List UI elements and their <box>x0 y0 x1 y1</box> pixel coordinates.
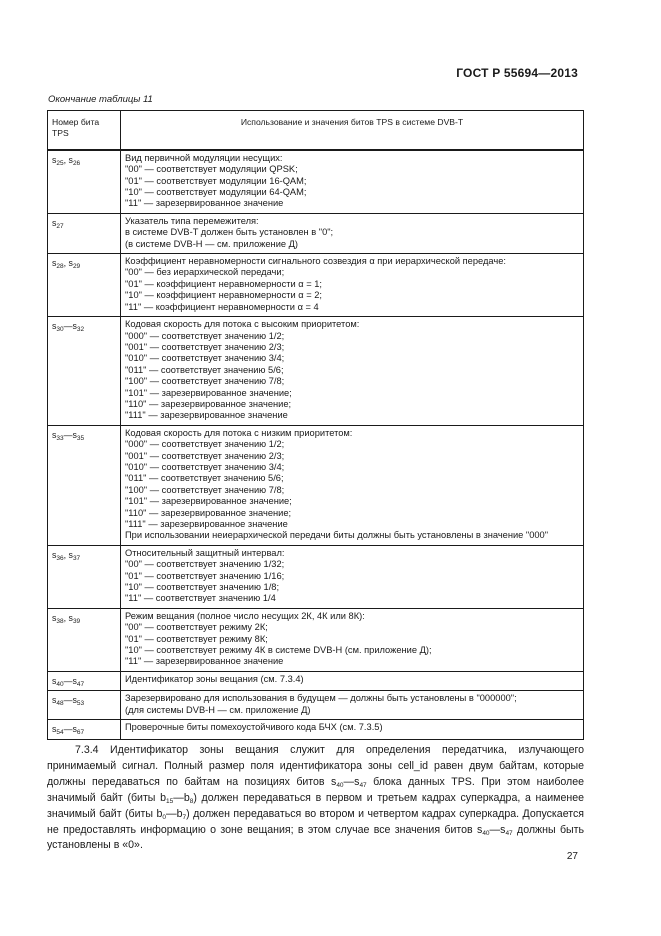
bit-number-cell <box>48 720 121 739</box>
table-header-row <box>48 111 584 150</box>
paragraph-text: должны быть установлены в «0». <box>47 823 584 852</box>
bit-symbol: s <box>68 612 73 623</box>
bit-symbol: s <box>68 549 73 560</box>
usage-line: Указатель типа перемежителя: <box>125 215 259 226</box>
usage-line: "011" — соответствует значению 5/6; <box>125 473 284 484</box>
usage-line: "01" — коэффициент неравномерности α = 1; <box>125 278 322 289</box>
table-row <box>48 671 584 690</box>
usage-line: "11" — соответствует значению 1/4 <box>125 593 276 604</box>
bit-number-cell <box>48 213 121 253</box>
usage-line: в системе DVB-T должен быть установлен в "0"; <box>125 227 334 238</box>
usage-line: Зарезервировано для использования в будущем — должны быть установлены в "000000"; <box>125 693 517 704</box>
usage-cell <box>121 317 584 426</box>
bit-symbol: s <box>52 258 57 269</box>
paragraph-text: 7.3.4 Идентификатор зоны вещания служит для определения передатчика, излучающего принимаемый сигнал. Полный размер поля идентификатора зоны cell_id равен двум байтам, которые должны передаваться по байтам на позициях битов <box>47 744 584 788</box>
bit-symbol: s <box>331 775 337 788</box>
usage-line: Относительный защитный интервал: <box>125 547 285 558</box>
usage-line: "001" — соответствует значению 2/3; <box>125 341 285 352</box>
table-row <box>48 425 584 545</box>
usage-line: "00" — соответствует модуляции QPSK; <box>125 164 298 175</box>
bit-index: 33 <box>56 434 64 442</box>
usage-line: (для системы DVB-H — см. приложение Д) <box>125 704 311 715</box>
bit-separator: , <box>63 258 69 269</box>
bit-index: 67 <box>76 729 85 737</box>
usage-line: "011" — соответствует значению 5/6; <box>125 364 284 375</box>
usage-line: "11" — зарезервированное значение <box>125 656 284 667</box>
bit-symbol: s <box>52 612 57 623</box>
bit-separator: — <box>63 675 73 686</box>
usage-line: "10" — коэффициент неравномерности α = 2; <box>125 290 322 301</box>
bit-number-cell <box>48 608 121 671</box>
usage-line: При использовании неиерархической передачи биты должны быть установлены в значение "000" <box>125 530 549 541</box>
bit-symbol: s <box>52 429 57 440</box>
usage-line: "111" — зарезервированное значение <box>125 519 288 529</box>
bit-number-cell <box>48 671 121 690</box>
bit-index: 8 <box>189 797 194 805</box>
bit-separator: — <box>63 321 73 332</box>
usage-cell <box>121 254 584 317</box>
usage-line: "00" — соответствует режиму 2К; <box>125 622 268 633</box>
range-dash: — <box>343 775 355 788</box>
usage-line: Вид первичной модуляции несущих: <box>125 152 283 163</box>
usage-line: "10" — соответствует режиму 4К в системе DVB-H (см. приложение Д); <box>125 645 432 656</box>
usage-line: "101" — зарезервированное значение; <box>125 496 292 507</box>
range-dash: — <box>173 791 184 804</box>
usage-line: "11" — зарезервированное значение <box>125 198 284 209</box>
bit-symbol: s <box>52 549 57 560</box>
usage-line: "01" — соответствует модуляции 16-QAM; <box>125 175 307 186</box>
table-row <box>48 608 584 671</box>
bit-index: 15 <box>166 797 174 805</box>
usage-line: Коэффициент неравномерности сигнального созвездия α при иерархической передаче: <box>125 256 506 267</box>
bit-symbol: s <box>72 724 77 735</box>
bit-symbol: s <box>52 675 57 686</box>
bit-number-cell <box>48 150 121 214</box>
bit-index: 26 <box>72 159 81 167</box>
table-row <box>48 317 584 426</box>
bit-symbol: s <box>72 695 77 706</box>
bit-number-cell <box>48 317 121 426</box>
bit-index: 47 <box>76 680 85 688</box>
bit-index: 0 <box>162 813 166 821</box>
usage-line: Режим вещания (полное число несущих 2К, 4К или 8К): <box>125 610 365 621</box>
bit-index: 35 <box>76 434 85 442</box>
usage-cell <box>121 671 584 690</box>
range-dash: — <box>489 823 501 836</box>
bit-symbol: b <box>160 791 166 804</box>
bit-index: 40 <box>336 781 344 789</box>
usage-line: Идентификатор зоны вещания (см. 7.3.4) <box>125 673 304 684</box>
bit-index: 39 <box>72 617 81 625</box>
bit-symbol: s <box>52 321 57 332</box>
usage-line: "10" — соответствует модуляции 64-QAM; <box>125 187 307 198</box>
usage-line: "010" — соответствует значению 3/4; <box>125 353 285 364</box>
usage-line: "000" — соответствует значению 1/2; <box>125 439 285 450</box>
bit-separator: , <box>63 549 69 560</box>
usage-line: Проверочные биты помехоустойчивого кода БЧХ (см. 7.3.5) <box>125 722 383 733</box>
bit-index: 29 <box>72 263 81 271</box>
bit-index: 40 <box>482 829 490 837</box>
bit-separator: , <box>63 154 69 165</box>
usage-line: "00" — соответствует значению 1/32; <box>125 559 285 570</box>
usage-line: "01" — соответствует значению 1/16; <box>125 570 285 581</box>
column-header-usage: Использование и значения битов TPS в системе DVB-T <box>121 111 584 150</box>
table-row <box>48 213 584 253</box>
table-row <box>48 150 584 214</box>
usage-line: "000" — соответствует значению 1/2; <box>125 330 285 341</box>
range-dash: — <box>166 807 177 820</box>
document-code: ГОСТ Р 55694—2013 <box>456 66 578 80</box>
table-row <box>48 545 584 608</box>
bit-separator: — <box>63 724 73 735</box>
bit-symbol: s <box>52 695 57 706</box>
usage-line: "110" — зарезервированное значение; <box>125 507 292 518</box>
usage-line: "10" — соответствует значению 1/8; <box>125 582 280 593</box>
usage-line: "010" — соответствует значению 3/4; <box>125 461 285 472</box>
usage-line: "100" — соответствует значению 7/8; <box>125 376 285 387</box>
bit-symbol: s <box>72 675 77 686</box>
page-number: 27 <box>566 851 578 862</box>
bit-symbol: b <box>156 807 163 820</box>
table-row <box>48 720 584 739</box>
bit-index: 25 <box>56 159 64 167</box>
usage-cell <box>121 720 584 739</box>
usage-line: "00" — без иерархической передачи; <box>125 267 285 278</box>
table-row <box>48 254 584 317</box>
usage-line: "11" — коэффициент неравномерности α = 4 <box>125 301 319 312</box>
bit-symbol: s <box>72 429 77 440</box>
usage-cell <box>121 150 584 214</box>
column-header-bit-number: Номер бита TPS <box>48 111 121 150</box>
bit-separator: — <box>63 695 73 706</box>
bit-index: 48 <box>56 700 64 708</box>
bit-symbol: s <box>72 321 77 332</box>
bit-symbol: s <box>500 823 506 836</box>
bit-symbol: s <box>52 217 57 228</box>
bit-index: 47 <box>359 781 367 789</box>
bit-index: 27 <box>56 222 64 230</box>
bit-separator: , <box>63 612 69 623</box>
bit-index: 30 <box>56 326 64 334</box>
usage-line: "001" — соответствует значению 2/3; <box>125 450 285 461</box>
bit-symbol: b <box>176 807 183 820</box>
section-7-3-4-paragraph <box>47 743 584 854</box>
usage-cell <box>121 425 584 545</box>
usage-cell <box>121 545 584 608</box>
bit-index: 38 <box>56 617 64 625</box>
paragraph-text: ) должен передаваться во втором и четвертом кадрах суперкадра. Допускается не предоставлять информацию о зоне вещания; в этом случае все значения битов <box>47 807 584 836</box>
bit-symbol: s <box>477 823 483 836</box>
bit-symbol: s <box>68 154 73 165</box>
bit-index: 53 <box>76 700 85 708</box>
usage-line: Кодовая скорость для потока с высоким приоритетом: <box>125 319 360 330</box>
usage-line: "111" — зарезервированное значение <box>125 410 288 421</box>
usage-line: "01" — соответствует режиму 8К; <box>125 633 268 644</box>
usage-line: (в системе DVB-H — см. приложение Д) <box>125 238 299 249</box>
bit-index: 37 <box>72 554 81 562</box>
bit-index: 7 <box>182 813 187 821</box>
usage-cell <box>121 608 584 671</box>
bit-number-cell <box>48 425 121 545</box>
bit-number-cell <box>48 691 121 720</box>
bit-index: 47 <box>505 829 513 837</box>
usage-line: "100" — соответствует значению 7/8; <box>125 484 285 495</box>
bit-number-cell <box>48 545 121 608</box>
usage-cell <box>121 691 584 720</box>
paragraph-text: блока данных TPS. При этом наиболее значимый байт (биты <box>47 775 585 804</box>
usage-line: "101" — зарезервированное значение; <box>125 387 292 398</box>
bit-symbol: b <box>183 791 190 804</box>
table-row <box>48 691 584 720</box>
paragraph-text: ) должен передаваться в первом и третьем кадрах суперкадра, а наименее значимый байт (биты <box>47 791 584 820</box>
bit-separator: — <box>63 429 73 440</box>
bit-symbol: s <box>52 724 57 735</box>
bit-index: 36 <box>56 554 64 562</box>
bit-symbol: s <box>354 775 360 788</box>
bit-symbol: s <box>68 258 73 269</box>
table-body <box>48 150 584 739</box>
usage-cell <box>121 213 584 253</box>
bit-index: 40 <box>56 680 64 688</box>
bit-number-cell <box>48 254 121 317</box>
usage-line: Кодовая скорость для потока с низким приоритетом: <box>125 427 353 438</box>
bit-index: 32 <box>76 326 85 334</box>
bit-index: 28 <box>56 263 64 271</box>
bit-symbol: s <box>52 154 57 165</box>
tps-bits-table <box>47 110 584 740</box>
bit-index: 54 <box>56 729 64 737</box>
usage-line: "110" — зарезервированное значение; <box>125 398 292 409</box>
table-caption: Окончание таблицы 11 <box>48 94 153 105</box>
